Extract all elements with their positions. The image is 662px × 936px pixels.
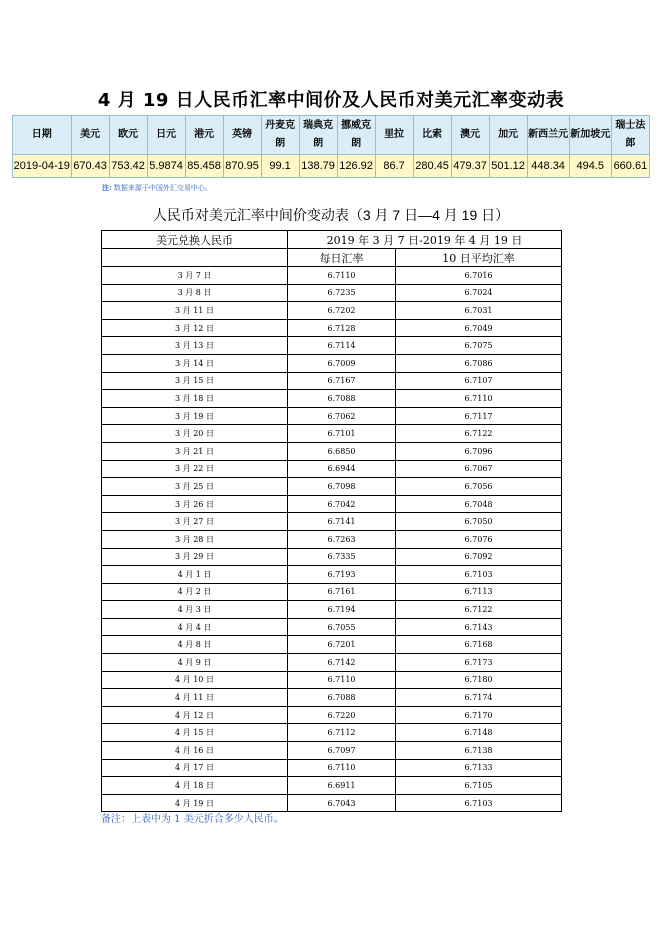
history-row xyxy=(102,390,562,408)
history-row xyxy=(102,671,562,689)
history-row xyxy=(102,777,562,795)
history-daily-cell: 6.7043 xyxy=(288,794,396,812)
rates-header-cell: 欧元 xyxy=(109,116,147,155)
history-avg-cell: 6.7113 xyxy=(396,583,562,601)
history-table xyxy=(101,230,562,812)
history-avg-cell: 6.7096 xyxy=(396,442,562,460)
history-avg-cell: 6.7067 xyxy=(396,460,562,478)
rates-header-cell: 比索 xyxy=(413,116,451,155)
history-date-cell: 3 月 13 日 xyxy=(102,337,288,355)
history-row xyxy=(102,636,562,654)
history-row xyxy=(102,601,562,619)
history-row xyxy=(102,407,562,425)
history-avg-cell: 6.7122 xyxy=(396,425,562,443)
history-row xyxy=(102,442,562,460)
history-row xyxy=(102,425,562,443)
history-date-cell: 4 月 16 日 xyxy=(102,742,288,760)
rates-cell: 85.458 xyxy=(185,155,223,178)
history-date-cell: 3 月 22 日 xyxy=(102,460,288,478)
history-avg-cell: 6.7173 xyxy=(396,654,562,672)
history-avg-cell: 6.7050 xyxy=(396,513,562,531)
history-row xyxy=(102,267,562,285)
history-daily-cell: 6.7167 xyxy=(288,372,396,390)
history-date-cell: 4 月 9 日 xyxy=(102,654,288,672)
history-row xyxy=(102,759,562,777)
history-daily-cell: 6.7062 xyxy=(288,407,396,425)
history-avg-cell: 6.7170 xyxy=(396,706,562,724)
history-row xyxy=(102,319,562,337)
history-avg-cell: 6.7117 xyxy=(396,407,562,425)
rates-cell: 479.37 xyxy=(451,155,489,178)
rates-cell: 99.1 xyxy=(261,155,299,178)
rates-header-cell: 日元 xyxy=(147,116,185,155)
history-avg-cell: 6.7148 xyxy=(396,724,562,742)
history-row xyxy=(102,742,562,760)
rates-data-row xyxy=(13,155,650,178)
history-avg-cell: 6.7105 xyxy=(396,777,562,795)
history-title: 人民币对美元汇率中间价变动表（3 月 7 日—4 月 19 日） xyxy=(152,207,510,223)
rates-header-row xyxy=(13,116,650,155)
history-row xyxy=(102,513,562,531)
history-daily-cell: 6.7114 xyxy=(288,337,396,355)
history-date-cell: 4 月 8 日 xyxy=(102,636,288,654)
history-date-cell: 4 月 17 日 xyxy=(102,759,288,777)
history-row xyxy=(102,583,562,601)
history-daily-cell: 6.7009 xyxy=(288,354,396,372)
history-date-cell: 3 月 28 日 xyxy=(102,530,288,548)
history-date-cell: 3 月 7 日 xyxy=(102,267,288,285)
history-row xyxy=(102,706,562,724)
history-date-cell: 3 月 15 日 xyxy=(102,372,288,390)
rates-header-cell: 日期 xyxy=(13,116,72,155)
rates-cell: 138.79 xyxy=(299,155,337,178)
history-row xyxy=(102,284,562,302)
source-note xyxy=(102,183,212,193)
history-daily-cell: 6.6944 xyxy=(288,460,396,478)
history-daily-cell: 6.7141 xyxy=(288,513,396,531)
history-date-cell: 3 月 27 日 xyxy=(102,513,288,531)
history-daily-cell: 6.7161 xyxy=(288,583,396,601)
rates-cell: 670.43 xyxy=(71,155,109,178)
history-avg-cell: 6.7086 xyxy=(396,354,562,372)
history-avg-cell: 6.7103 xyxy=(396,794,562,812)
history-col-avg: 10 日平均汇率 xyxy=(396,249,562,267)
history-row xyxy=(102,460,562,478)
rates-header-cell: 瑞典克朗 xyxy=(299,116,337,155)
rates-header-cell: 新西兰元 xyxy=(527,116,569,155)
history-avg-cell: 6.7056 xyxy=(396,478,562,496)
history-avg-cell: 6.7092 xyxy=(396,548,562,566)
history-daily-cell: 6.6911 xyxy=(288,777,396,795)
history-row xyxy=(102,724,562,742)
history-date-cell: 3 月 11 日 xyxy=(102,302,288,320)
history-daily-cell: 6.7201 xyxy=(288,636,396,654)
history-avg-cell: 6.7075 xyxy=(396,337,562,355)
history-avg-cell: 6.7180 xyxy=(396,671,562,689)
history-avg-cell: 6.7016 xyxy=(396,267,562,285)
history-row xyxy=(102,354,562,372)
history-daily-cell: 6.7202 xyxy=(288,302,396,320)
history-date-cell: 3 月 18 日 xyxy=(102,390,288,408)
history-header-row xyxy=(102,231,562,249)
rates-header-cell: 里拉 xyxy=(375,116,413,155)
history-row xyxy=(102,495,562,513)
rates-cell: 86.7 xyxy=(375,155,413,178)
history-date-cell: 3 月 14 日 xyxy=(102,354,288,372)
history-daily-cell: 6.7263 xyxy=(288,530,396,548)
history-daily-cell: 6.7055 xyxy=(288,618,396,636)
rates-header-cell: 加元 xyxy=(489,116,527,155)
history-avg-cell: 6.7168 xyxy=(396,636,562,654)
history-daily-cell: 6.7088 xyxy=(288,689,396,707)
history-daily-cell: 6.7110 xyxy=(288,267,396,285)
history-date-cell: 3 月 29 日 xyxy=(102,548,288,566)
rates-cell: 753.42 xyxy=(109,155,147,178)
history-date-cell: 4 月 2 日 xyxy=(102,583,288,601)
history-daily-cell: 6.7101 xyxy=(288,425,396,443)
history-avg-cell: 6.7103 xyxy=(396,566,562,584)
rates-cell: 660.61 xyxy=(611,155,649,178)
history-date-cell: 4 月 4 日 xyxy=(102,618,288,636)
history-daily-cell: 6.7042 xyxy=(288,495,396,513)
history-daily-cell: 6.7220 xyxy=(288,706,396,724)
rates-cell: 448.34 xyxy=(527,155,569,178)
rates-cell: 870.95 xyxy=(223,155,261,178)
history-avg-cell: 6.7107 xyxy=(396,372,562,390)
rates-header-cell: 英镑 xyxy=(223,116,261,155)
history-row xyxy=(102,566,562,584)
history-date-cell: 4 月 11 日 xyxy=(102,689,288,707)
history-daily-cell: 6.7098 xyxy=(288,478,396,496)
history-avg-cell: 6.7122 xyxy=(396,601,562,619)
history-row xyxy=(102,372,562,390)
history-date-cell: 4 月 18 日 xyxy=(102,777,288,795)
history-avg-cell: 6.7174 xyxy=(396,689,562,707)
rates-header-cell: 港元 xyxy=(185,116,223,155)
history-date-cell: 3 月 26 日 xyxy=(102,495,288,513)
history-header-left: 美元兑换人民币 xyxy=(102,231,288,249)
rates-cell: 494.5 xyxy=(569,155,611,178)
history-date-cell: 3 月 25 日 xyxy=(102,478,288,496)
page-title: 4 月 19 日人民币汇率中间价及人民币对美元汇率变动表 xyxy=(97,90,565,111)
rates-header-cell: 挪威克朗 xyxy=(337,116,375,155)
history-avg-cell: 6.7076 xyxy=(396,530,562,548)
rates-cell: 2019-04-19 xyxy=(13,155,72,178)
history-avg-cell: 6.7138 xyxy=(396,742,562,760)
rates-cell: 280.45 xyxy=(413,155,451,178)
rates-header-cell: 美元 xyxy=(71,116,109,155)
exchange-rate-table xyxy=(12,115,650,178)
history-date-cell: 4 月 15 日 xyxy=(102,724,288,742)
history-date-cell: 3 月 20 日 xyxy=(102,425,288,443)
history-daily-cell: 6.7335 xyxy=(288,548,396,566)
rates-header-cell: 新加坡元 xyxy=(569,116,611,155)
history-row xyxy=(102,689,562,707)
rates-header-cell: 瑞士法郎 xyxy=(611,116,649,155)
rates-header-cell: 丹麦克朗 xyxy=(261,116,299,155)
history-date-cell: 4 月 12 日 xyxy=(102,706,288,724)
history-row xyxy=(102,337,562,355)
history-daily-cell: 6.6850 xyxy=(288,442,396,460)
history-date-cell: 3 月 8 日 xyxy=(102,284,288,302)
history-date-cell: 4 月 3 日 xyxy=(102,601,288,619)
history-header-period: 2019 年 3 月 7 日-2019 年 4 月 19 日 xyxy=(288,231,562,249)
history-avg-cell: 6.7024 xyxy=(396,284,562,302)
history-daily-cell: 6.7112 xyxy=(288,724,396,742)
history-daily-cell: 6.7194 xyxy=(288,601,396,619)
history-avg-cell: 6.7031 xyxy=(396,302,562,320)
history-daily-cell: 6.7097 xyxy=(288,742,396,760)
history-daily-cell: 6.7110 xyxy=(288,759,396,777)
history-row xyxy=(102,548,562,566)
history-date-cell: 4 月 10 日 xyxy=(102,671,288,689)
footnote: 备注：上表中为 1 美元折合多少人民币。 xyxy=(101,814,284,825)
history-daily-cell: 6.7088 xyxy=(288,390,396,408)
history-date-cell: 4 月 1 日 xyxy=(102,566,288,584)
source-note-text: 数据来源于中国外汇交易中心。 xyxy=(113,184,212,192)
history-date-cell: 3 月 19 日 xyxy=(102,407,288,425)
history-daily-cell: 6.7142 xyxy=(288,654,396,672)
history-avg-cell: 6.7143 xyxy=(396,618,562,636)
rates-cell: 501.12 xyxy=(489,155,527,178)
history-row xyxy=(102,618,562,636)
history-date-cell: 3 月 12 日 xyxy=(102,319,288,337)
history-row xyxy=(102,530,562,548)
history-avg-cell: 6.7048 xyxy=(396,495,562,513)
history-date-cell: 4 月 19 日 xyxy=(102,794,288,812)
history-daily-cell: 6.7110 xyxy=(288,671,396,689)
history-row xyxy=(102,302,562,320)
history-date-cell: 3 月 21 日 xyxy=(102,442,288,460)
rates-cell: 126.92 xyxy=(337,155,375,178)
rates-cell: 5.9874 xyxy=(147,155,185,178)
history-subheader-row xyxy=(102,249,562,267)
rates-header-cell: 澳元 xyxy=(451,116,489,155)
history-daily-cell: 6.7128 xyxy=(288,319,396,337)
history-avg-cell: 6.7049 xyxy=(396,319,562,337)
history-col-daily: 每日汇率 xyxy=(288,249,396,267)
history-row xyxy=(102,478,562,496)
history-subheader-empty xyxy=(102,249,288,267)
history-daily-cell: 6.7193 xyxy=(288,566,396,584)
history-daily-cell: 6.7235 xyxy=(288,284,396,302)
history-row xyxy=(102,654,562,672)
source-note-label: 注: xyxy=(102,183,112,192)
history-avg-cell: 6.7110 xyxy=(396,390,562,408)
history-avg-cell: 6.7133 xyxy=(396,759,562,777)
